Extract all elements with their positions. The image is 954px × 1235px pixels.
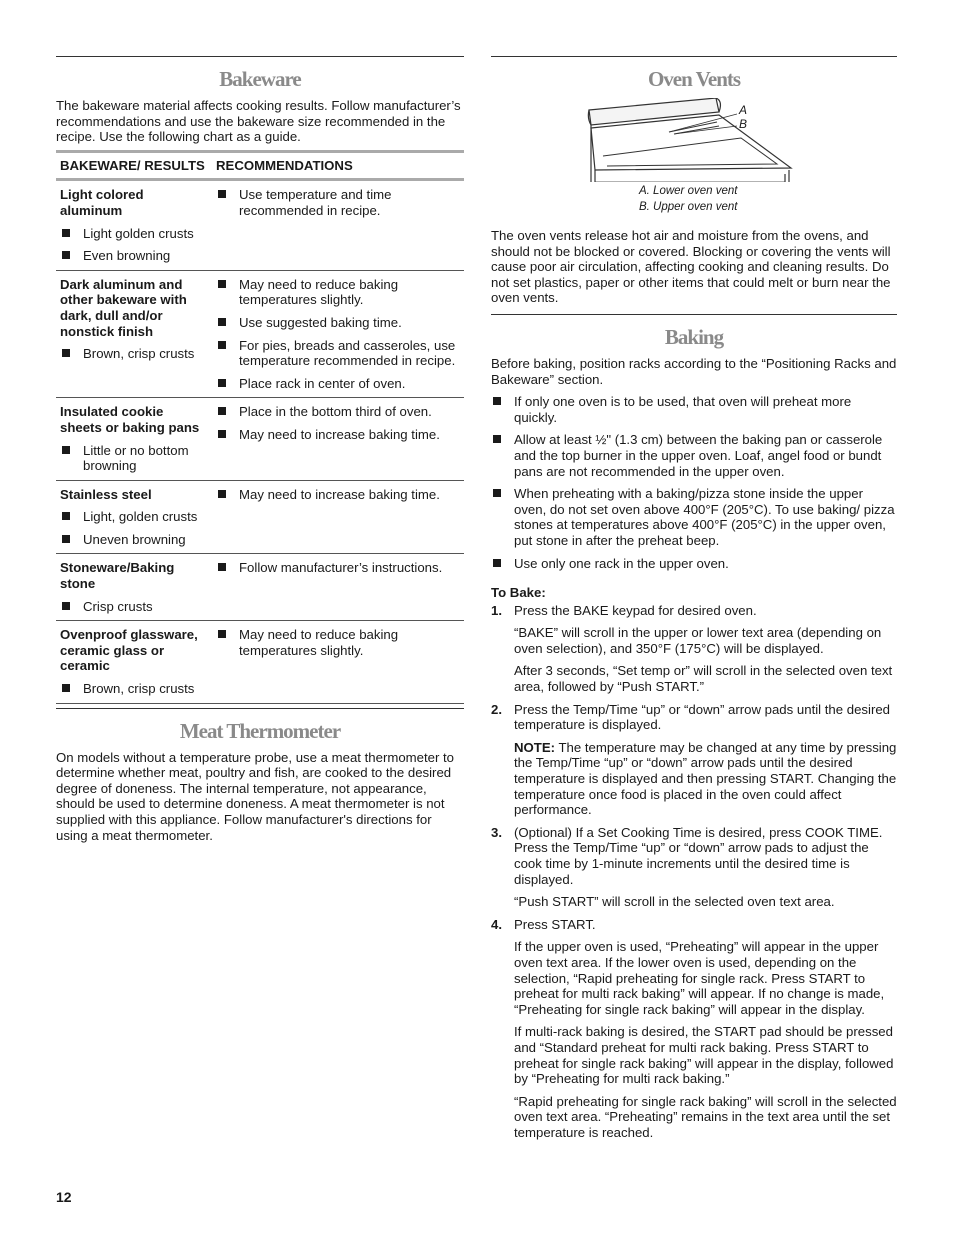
meat-thermometer-body: On models without a temperature probe, use a meat thermometer to determine whether meat, poultry and fish, are cooked to the desired degree of doneness. The internal temperature, not appearance, should be used to determine doneness. A meat thermometer is not supplied with this appliance. Follow manufacturer's directions for using a meat thermometer. [56,749,455,843]
table-row [56,480,464,554]
list-item: Even browning [60,248,208,264]
square-bullet-icon [493,435,501,443]
list-item: Brown, crisp crusts [60,346,208,362]
step-item [491,917,897,1141]
list-item: Place in the bottom third of oven. [216,404,460,420]
step-number: 1. [491,602,502,618]
list-item: Uneven browning [60,532,208,548]
step-detail: “Rapid preheating for single rack baking” will scroll in the selected oven text area. “Preheating” remains in the text area until the set temperature is reached. [514,1093,897,1140]
results-list [60,599,208,615]
page-number: 12 [56,1189,72,1205]
square-bullet-icon [218,318,226,326]
oven-vents-title: Oven Vents [647,67,741,91]
square-bullet-icon [493,489,501,497]
bakeware-type: Ovenproof glassware, ceramic glass or ceramic [60,627,198,674]
list-item: May need to reduce baking temperatures slightly. [216,627,460,658]
table-row [56,621,464,703]
caption-upper-oven-vent: B. Upper oven vent [639,201,738,213]
bakeware-cell [56,480,212,554]
step-text: (Optional) If a Set Cooking Time is desired, press COOK TIME. Press the Temp/Time “up” or “down” arrow pads to adjust the cook time by 1-minute increments until the desired time is displayed. [514,824,883,887]
column-header-bakeware: BAKEWARE/ RESULTS [60,157,205,173]
list-item: Use temperature and time recommended in recipe. [216,187,460,218]
square-bullet-icon [218,341,226,349]
square-bullet-icon [218,407,226,415]
square-bullet-icon [62,512,70,520]
caption-lower-oven-vent: A. Lower oven vent [639,185,738,197]
recommendations-cell [212,270,464,398]
results-list [60,509,208,547]
bakeware-cell [56,180,212,270]
square-bullet-icon [218,630,226,638]
recommendations-list [216,560,460,576]
step-item [491,702,897,818]
list-item: Place rack in center of oven. [216,376,460,392]
list-item: Light golden crusts [60,226,208,242]
step-detail: If multi-rack baking is desired, the START pad should be pressed and “Standard preheat for multi rack baking. Press START to preheat for single rack baking” will appear in the display, followed by “Preheating for multi rack baking.” [514,1024,894,1087]
recommendations-list [216,187,460,218]
table-header-row [56,151,464,180]
list-item: Use only one rack in the upper oven. [491,556,897,572]
note-text: The temperature may be changed at any time by pressing the Temp/Time “up” or “down” arrow pads until the desired temperature is displayed and then pressing START. Changing the temperature once food is placed in the oven could affect performance. [514,739,897,818]
table-row [56,398,464,480]
bakeware-cell [56,621,212,703]
list-item: Crisp crusts [60,599,208,615]
oven-vents-body: The oven vents release hot air and moisture from the ovens, and should not be blocked or covered. Blocking or covering the vents will cause poor air circulation, affecting cooking and cleaning results. Do not set plastics, paper or other items that could melt or burn near the oven vents. [491,228,891,306]
table-row [56,270,464,398]
list-item: Light, golden crusts [60,509,208,525]
meat-thermometer-title: Meat Thermometer [179,718,341,743]
step-item [491,825,897,910]
bakeware-type: Dark aluminum and other bakeware with dark, dull and/or nonstick finish [60,276,187,339]
recommendations-cell [212,480,464,554]
list-item: Follow manufacturer’s instructions. [216,560,460,576]
right-column [491,56,897,1141]
step-note [514,740,897,818]
bakeware-title: Bakeware [219,67,301,91]
square-bullet-icon [218,490,226,498]
recommendations-list [216,404,460,442]
square-bullet-icon [62,602,70,610]
baking-title: Baking [664,324,724,349]
square-bullet-icon [218,563,226,571]
recommendations-cell [212,554,464,621]
recommendations-list [216,487,460,503]
bakeware-type: Insulated cookie sheets or baking pans [60,404,200,435]
results-list [60,346,208,362]
list-item: May need to increase baking time. [216,487,460,503]
list-item: If only one oven is to be used, that oven will preheat more quickly. [491,394,897,425]
recommendations-cell [212,398,464,480]
baking-bullet-list [491,394,897,571]
bakeware-type: Stoneware/Baking stone [60,560,175,592]
step-detail: “Push START” will scroll in the selected oven text area. [514,894,835,910]
list-item: For pies, breads and casseroles, use temperature recommended in recipe. [216,338,460,369]
table-row [56,180,464,270]
list-item: When preheating with a baking/pizza stone inside the upper oven, do not set oven above 400°F (205°C). To use baking/ pizza stones at temperatures above 400°F (205°C) in the upper oven, put stone in after the preheat beep. [491,486,897,548]
vent-label-a: A [739,103,748,117]
step-detail: After 3 seconds, “Set temp or” will scroll in the selected oven text area, followed by “Push START.” [514,663,893,695]
recommendations-cell [212,180,464,270]
vent-label-b: B [739,117,748,131]
square-bullet-icon [62,535,70,543]
step-text: Press the BAKE keypad for desired oven. [514,602,757,618]
results-list [60,681,208,697]
square-bullet-icon [218,190,226,198]
square-bullet-icon [62,229,70,237]
bakeware-table [56,150,464,704]
bakeware-intro: The bakeware material affects cooking results. Follow manufacturer’s recommendations and use the bakeware size recommended in the recipe. Use the following chart as a guide. [56,98,461,145]
list-item: May need to increase baking time. [216,427,460,443]
to-bake-steps [491,603,897,1141]
bakeware-cell [56,554,212,621]
step-text: Press START. [514,916,596,932]
square-bullet-icon [493,397,501,405]
square-bullet-icon [62,446,70,454]
square-bullet-icon [218,379,226,387]
oven-vents-illustration [491,98,897,182]
list-item: Use suggested baking time. [216,315,460,331]
to-bake-heading: To Bake: [491,585,546,601]
step-text: Press the Temp/Time “up” or “down” arrow pads until the desired temperature is displayed. [514,701,891,733]
note-label: NOTE: [514,739,556,755]
oven-vents-figure [491,98,897,228]
list-item: Brown, crisp crusts [60,681,208,697]
step-number: 2. [491,701,502,717]
results-list [60,443,208,474]
square-bullet-icon [218,430,226,438]
step-detail: If the upper oven is used, “Preheating” will appear in the upper oven text area. If the lower oven is used, depending on the selection, “Rapid preheating for single rack. Press START to preheat for multi rack baking” will appear. If no change is made, “Preheating for single rack baking” will appear in the display. [514,939,885,1017]
results-list [60,226,208,264]
step-detail: “BAKE” will scroll in the upper or lower text area (depending on oven selection), and 350°F (175°C) will be displayed. [514,625,882,656]
baking-intro: Before baking, position racks according to the “Positioning Racks and Bakeware” section. [491,355,897,387]
recommendations-cell [212,621,464,703]
step-item [491,603,897,695]
column-header-recommendations: RECOMMENDATIONS [216,157,353,173]
section-rule [56,708,464,709]
square-bullet-icon [62,251,70,259]
section-rule [491,56,897,57]
bakeware-type: Stainless steel [60,486,152,502]
bakeware-cell [56,270,212,398]
square-bullet-icon [62,684,70,692]
step-number: 3. [491,824,502,840]
recommendations-list [216,627,460,658]
section-rule [56,56,464,57]
recommendations-list [216,277,460,392]
list-item: May need to reduce baking temperatures slightly. [216,277,460,308]
square-bullet-icon [62,349,70,357]
square-bullet-icon [218,280,226,288]
square-bullet-icon [493,559,501,567]
step-number: 4. [491,916,502,932]
list-item: Little or no bottom browning [60,443,208,474]
left-column [56,56,464,843]
table-row [56,554,464,621]
section-rule [491,314,897,315]
bakeware-cell [56,398,212,480]
list-item: Allow at least ½" (1.3 cm) between the baking pan or casserole and the top burner in the upper oven. Loaf, angel food or bundt pans are not recommended in the upper oven. [491,432,897,479]
bakeware-type: Light colored aluminum [60,187,144,218]
